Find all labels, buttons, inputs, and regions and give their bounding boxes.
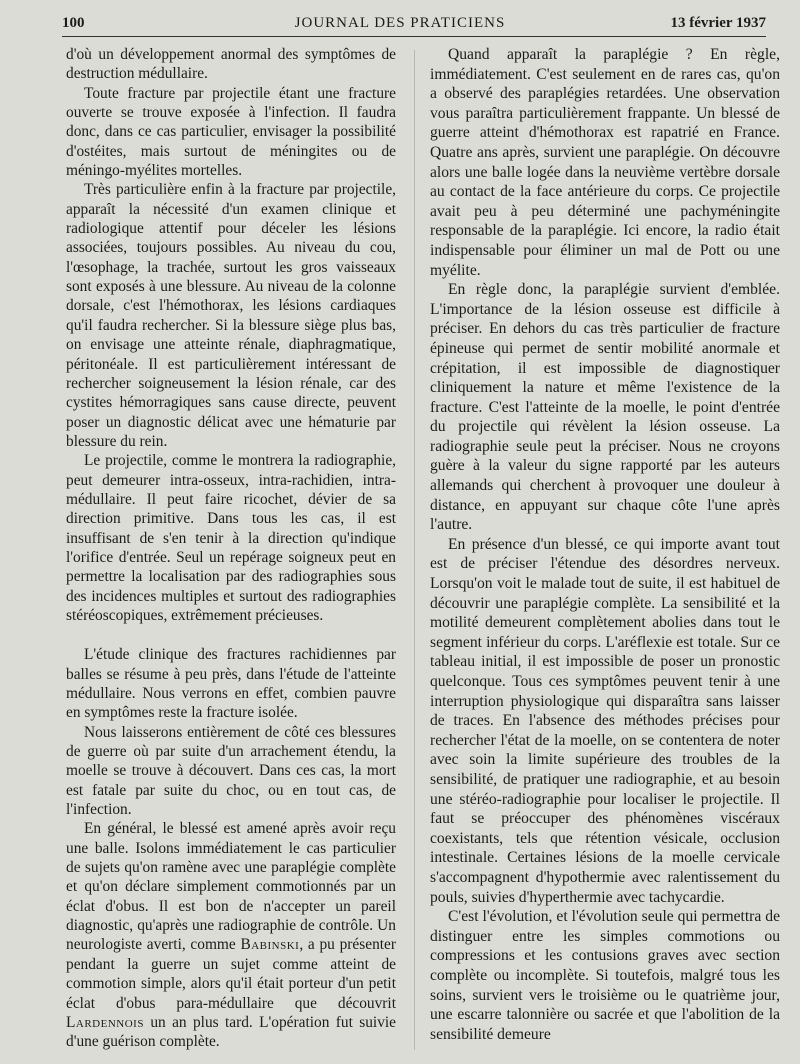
paragraph-text: un an plus tard. L'opération fut suivie d'une guérison complète. xyxy=(66,1013,396,1051)
right-column xyxy=(430,45,780,1044)
paragraph: C'est l'évolution, et l'évolution seule qui permettra de distinguer entre les simples commotions ou compressions et les contusions graves avec section complète ou incomplète. Si toutefois, malgré tous les soins, survient vers le troisième ou le quatrième jour, une escarre talonnière ou sacrée et que l'abolition de la sensibilité demeure xyxy=(430,908,780,1043)
paragraph-text: , a pu présenter pendant la guerre un sujet comme atteint de commotion simple, alors qu'il était porteur d'un petit éclat d'obus para-médullaire que découvrit xyxy=(66,936,396,1012)
page-number: 100 xyxy=(62,15,85,31)
column-divider xyxy=(414,50,415,1050)
journal-title: JOURNAL DES PRATICIENS xyxy=(294,15,506,31)
left-column xyxy=(66,45,396,1052)
header-rule xyxy=(62,36,766,37)
paragraph xyxy=(66,819,396,1051)
paragraph: Toute fracture par projectile étant une fracture ouverte se trouve exposée à l'infection. Il faudra donc, dans ce cas particulier, envisager la possibilité d'ostéites, mais surtout de méningites ou de méningo-myélites mortelles. xyxy=(66,84,396,180)
author-name-babinski: Babinski xyxy=(240,936,300,954)
paragraph: Le projectile, comme le montrera la radiographie, peut demeurer intra-osseux, intra-rachidien, intra-médullaire. Il peut faire ricochet, dévier de sa direction primitive. Dans tous les cas, il est insuffisant de s'en tenir à la direction qu'indique l'orifice d'entrée. Seul un repérage soigneux peut en permettre la localisation par des radiographies sous des incidences multiples et surtout des radiographies stéréoscopiques, extrêmement précieuses. xyxy=(66,452,396,624)
paragraph: En règle donc, la paraplégie survient d'emblée. L'importance de la lésion osseuse est difficile à préciser. En dehors du cas très particulier de fracture épineuse qui permet de sentir mobilité anormale et crépitation, il est impossible de diagnostiquer cliniquement la nature et même l'existence de la fracture. C'est l'atteinte de la moelle, le point d'entrée du projectile qui révèlent la lésion osseuse. La radiographie seule peut la préciser. Nous ne croyons guère à la valeur du signe rapporté par les auteurs allemands qui cherchent à provoquer une douleur à distance, en appuyant sur chaque côte l'une après l'autre. xyxy=(430,281,780,534)
paragraph: Quand apparaît la paraplégie ? En règle, immédiatement. C'est seulement en de rares cas, qu'on a observé des paraplégies retardées. Une observation vous paraîtra particulièrement frappante. Un blessé de guerre atteint d'hémothorax est rapatrié en France. Quatre ans après, survient une paraplégie. On découvre alors une balle logée dans la neuvième vertèbre dorsale au contact de la face antérieure du corps. Ce projectile avait peu à peu déterminé une pachyméningite responsable de la paraplégie. Ici encore, la radio était indispensable pour éliminer un mal de Pott ou une myélite. xyxy=(430,46,780,279)
paragraph: L'étude clinique des fractures rachidiennes par balles se résume à peu près, dans l'étude de l'atteinte médullaire. Nous verrons en effet, combien pauvre en symptômes reste la fracture isolée. xyxy=(66,646,396,722)
author-name-lardennois: Lardennois xyxy=(66,1013,144,1031)
issue-date: 13 février 1937 xyxy=(670,15,766,31)
paragraph: Nous laisserons entièrement de côté ces blessures de guerre où par suite d'un arrachement étendu, la moelle se trouve à découvert. Dans ces cas, la mort est fatale par suite du choc, ou en tout cas, de l'infection. xyxy=(66,723,396,819)
paragraph: d'où un développement anormal des symptômes de destruction médullaire. xyxy=(66,46,396,83)
paragraph: En présence d'un blessé, ce qui importe avant tout est de préciser l'étendue des désordres nerveux. Lorsqu'on voit le malade tout de suite, il est habituel de découvrir une paraplégie complète. La sensibilité et la motilité demeurent complètement abolies dans tout le segment inférieur du corps. L'aréflexie est totale. Sur ce tableau initial, il est impossible de poser un pronostic quelconque. Tous ces symptômes peuvent tenir à une interruption physiologique qui disparaîtra sans laisser de traces. En l'absence des méthodes précises pour rechercher l'état de la moelle, on se contentera de noter avec soin la limite supérieure des troubles de la sensibilité, de pratiquer une radiographie, et au besoin une stéréo-radiographie pour localiser le projectile. Il faut se préoccuper des phénomènes viscéraux coexistants, tels que rétention vésicale, occlusion intestinale. Certaines lésions de la moelle cervicale s'accompagnent d'hypothermie avec ralentissement du pouls, suivies d'hyperthermie avec tachycardie. xyxy=(430,535,780,906)
page-header xyxy=(0,0,800,40)
paragraph: Très particulière enfin à la fracture par projectile, apparaît la nécessité d'un examen clinique et radiologique attentif pour déceler les lésions associées, toujours possibles. Au niveau du cou, l'œsophage, la trachée, surtout les gros vaisseaux sont exposés à une blessure. Au niveau de la colonne dorsale, c'est l'hémothorax, les lésions cardiaques qu'il faudra rechercher. Si la blessure siège plus bas, on envisage une atteinte rénale, diaphragmatique, péritonéale. Il est particulièrement intéressant de rechercher soigneusement la lésion rénale, car des cystites hémorragiques sans cause directe, peuvent poser un diagnostic délicat avec une hématurie par blessure du rein. xyxy=(66,181,396,450)
paragraph-text: En général, le blessé est amené après avoir reçu une balle. Isolons immédiatement le cas particulier de sujets qu'on ramène avec une paraplégie complète et qu'on déclare simplement commotionnés par un éclat d'obus. Il est bon de n'accepter un pareil diagnostic, qu'après une radiographie de contrôle. Un neurologiste averti, comme xyxy=(66,820,396,954)
